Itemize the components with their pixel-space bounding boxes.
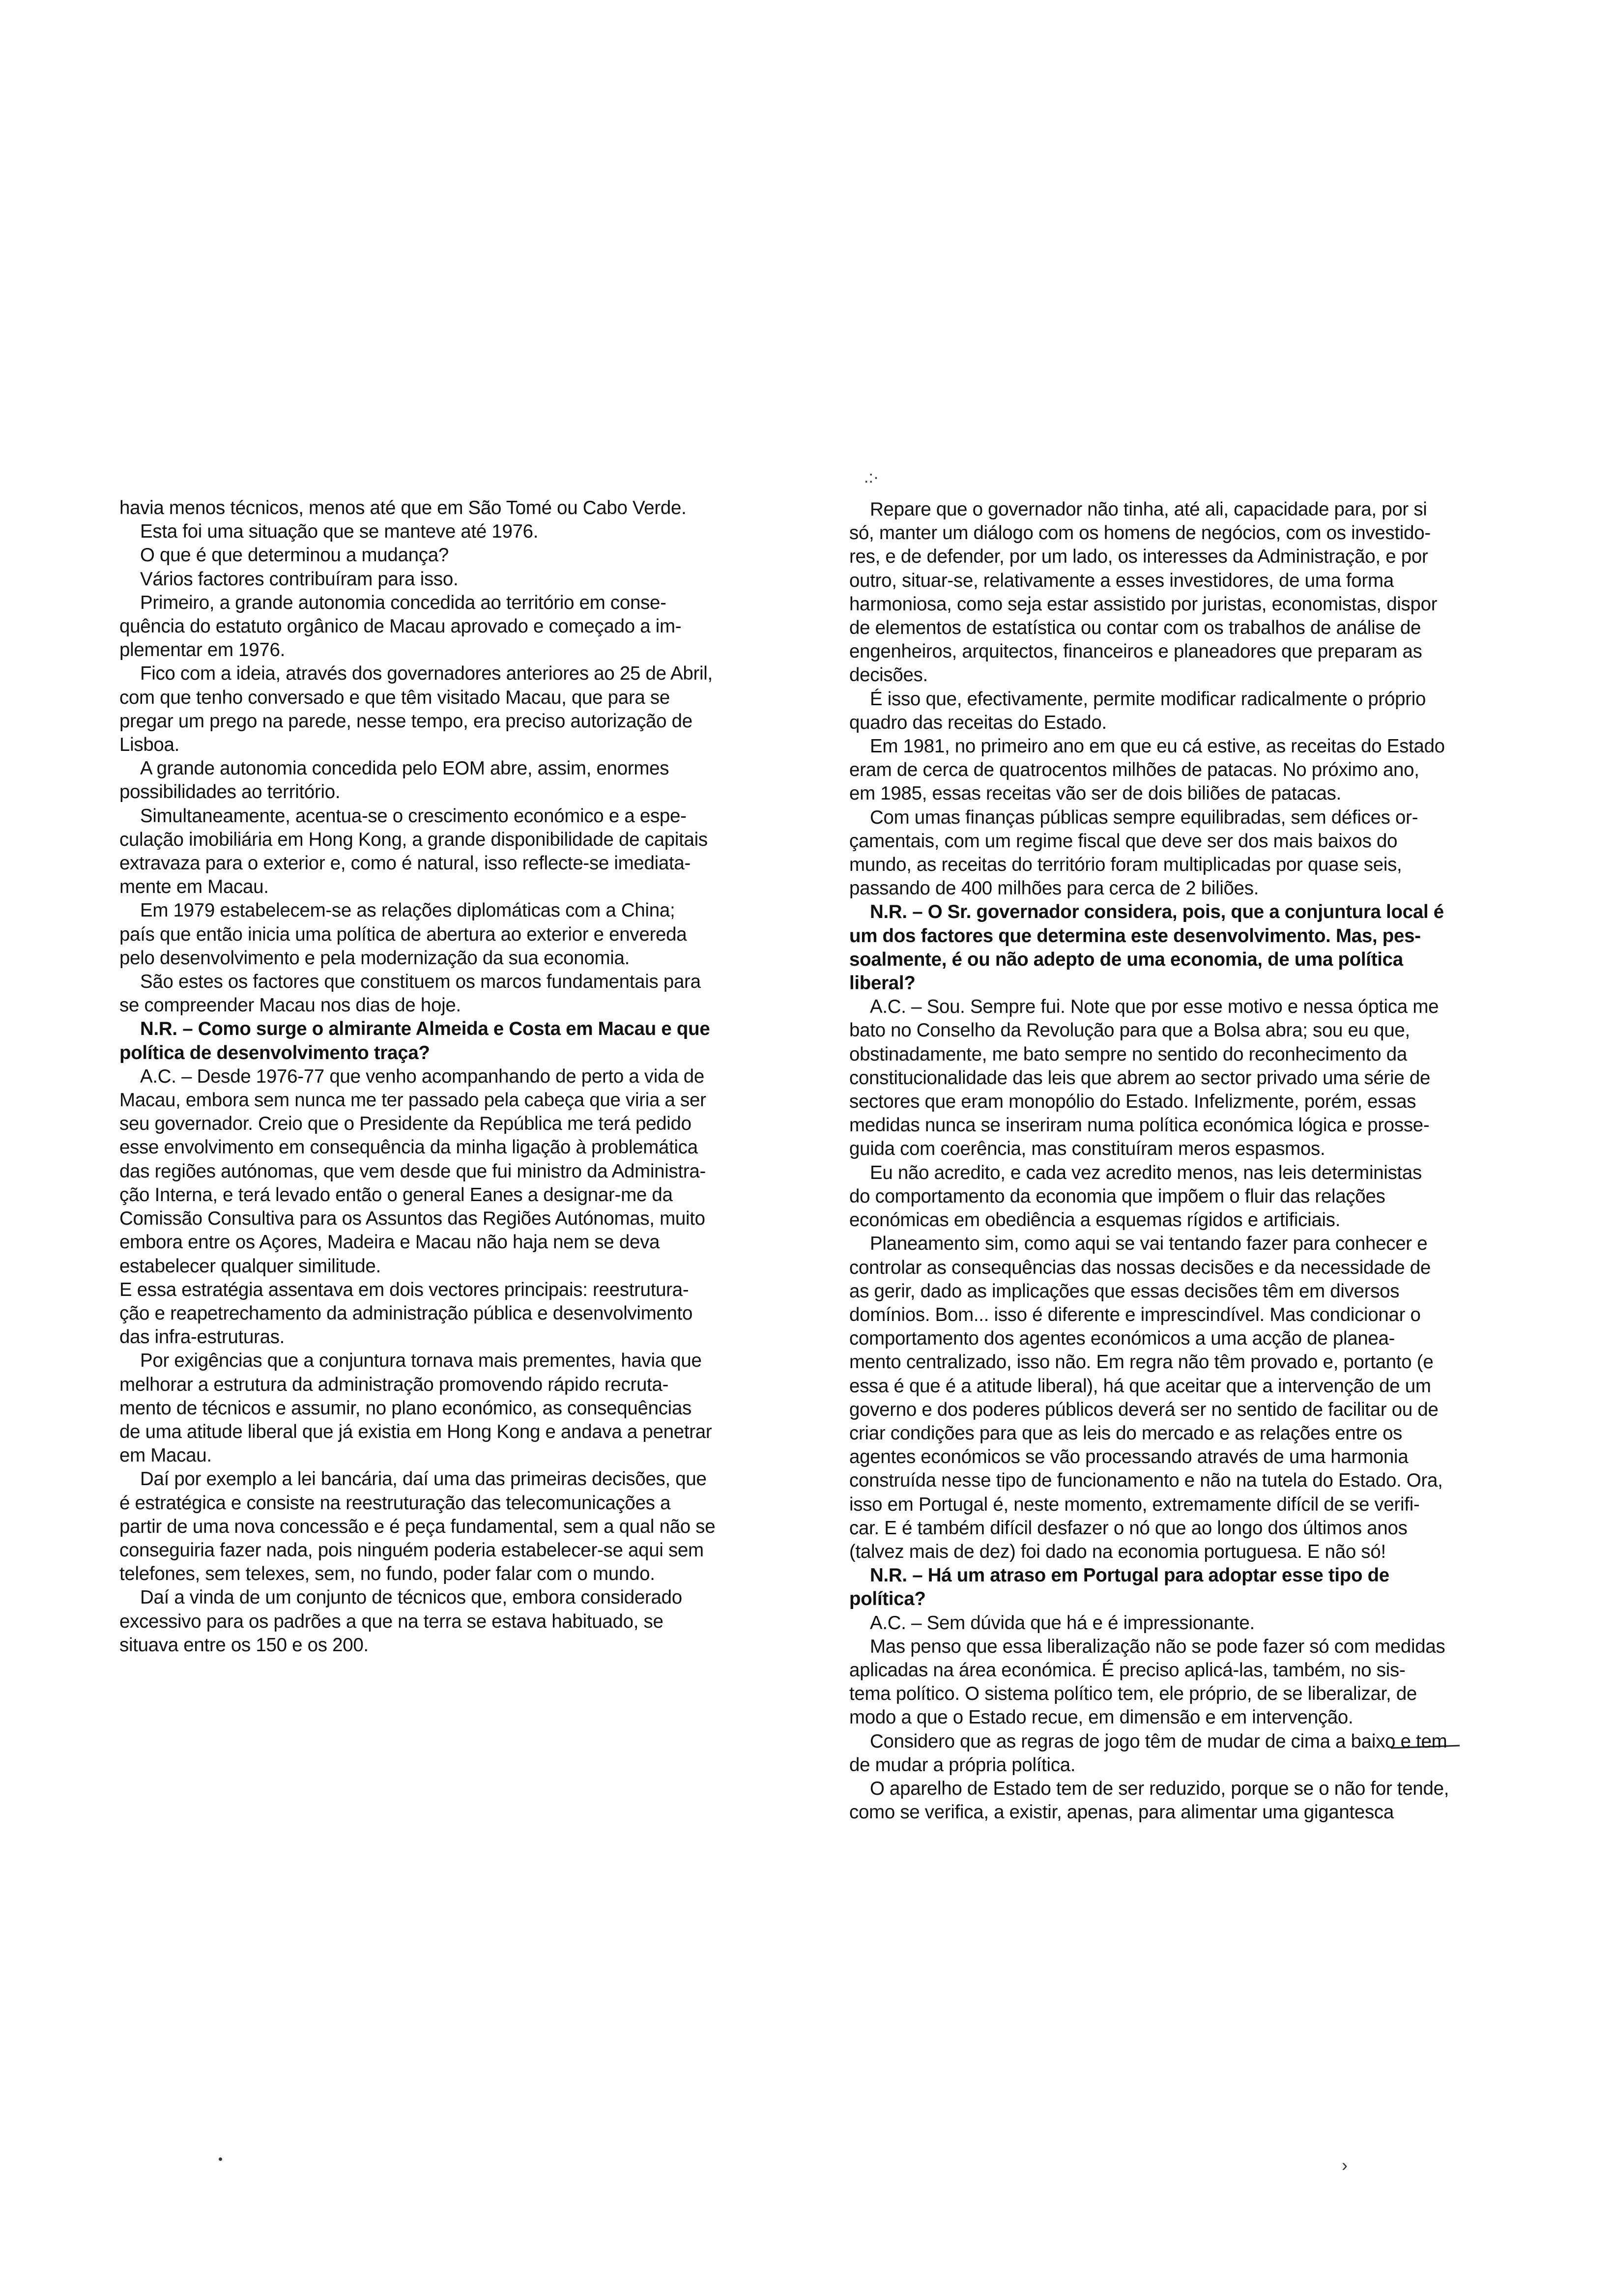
right-text-column bbox=[849, 498, 1527, 1824]
interview-question-line: N.R. – Como surge o almirante Almeida e Costa em Macau e que bbox=[140, 1018, 710, 1040]
text-line: Por exigências que a conjuntura tornava mais prementes, havia que bbox=[140, 1350, 702, 1372]
text-line: extravaza para o exterior e, como é natural, isso reflecte-se imediata- bbox=[119, 853, 691, 874]
text-line: A grande autonomia concedida pelo EOM abre, assim, enormes bbox=[140, 758, 669, 779]
text-line: ção Interna, e terá levado então o general Eanes a designar-me da bbox=[119, 1184, 673, 1205]
text-line: económicas em obediência a esquemas rígidos e artificiais. bbox=[849, 1209, 1341, 1231]
text-line: Daí a vinda de um conjunto de técnicos que, embora considerado bbox=[140, 1587, 682, 1608]
interview-question-line: soalmente, é ou não adepto de uma economia, de uma política bbox=[849, 948, 1403, 970]
text-line: agentes económicos se vão processando através de uma harmonia bbox=[849, 1446, 1409, 1468]
text-line: quadro das receitas do Estado. bbox=[849, 712, 1107, 733]
text-line: outro, situar-se, relativamente a esses investidores, de uma forma bbox=[849, 570, 1394, 591]
text-line: Primeiro, a grande autonomia concedida ao território em conse- bbox=[140, 592, 666, 613]
text-line: O aparelho de Estado tem de ser reduzido, porque se o não for tende, bbox=[870, 1778, 1449, 1799]
text-line: (talvez mais de dez) foi dado na economia portuguesa. E não só! bbox=[849, 1541, 1386, 1562]
text-line: com que tenho conversado e que têm visitado Macau, que para se bbox=[119, 687, 670, 708]
interview-question-line: um dos factores que determina este desenvolvimento. Mas, pes- bbox=[849, 925, 1421, 947]
text-line: decisões. bbox=[849, 664, 928, 686]
text-line: Simultaneamente, acentua-se o crescimento económico e a espe- bbox=[140, 805, 687, 827]
text-line: é estratégica e consiste na reestruturação das telecomunicações a bbox=[119, 1492, 671, 1514]
left-text-column bbox=[119, 496, 800, 1657]
text-line: mundo, as receitas do território foram multiplicadas por quase seis, bbox=[849, 854, 1402, 876]
text-line: É isso que, efectivamente, permite modificar radicalmente o próprio bbox=[870, 688, 1426, 710]
interview-question-line: política? bbox=[849, 1588, 926, 1610]
text-line: Mas penso que essa liberalização não se pode fazer só com medidas bbox=[870, 1636, 1445, 1657]
scan-mark-top: .:· bbox=[864, 468, 879, 487]
text-line: guida com coerência, mas constituíram meros espasmos. bbox=[849, 1138, 1325, 1160]
text-line: Macau, embora sem nunca me ter passado pela cabeça que viria a ser bbox=[119, 1090, 706, 1111]
text-line: tema político. O sistema político tem, ele próprio, de se liberalizar, de bbox=[849, 1683, 1417, 1705]
text-line: car. E é também difícil desfazer o nó que ao longo dos últimos anos bbox=[849, 1517, 1408, 1539]
text-line: se compreender Macau nos dias de hoje. bbox=[119, 995, 461, 1016]
text-line: criar condições para que as leis do mercado e as relações entre os bbox=[849, 1422, 1403, 1444]
interview-question-line: liberal? bbox=[849, 973, 916, 994]
text-line: modo a que o Estado recue, em dimensão e em intervenção. bbox=[849, 1707, 1353, 1728]
text-line: só, manter um diálogo com os homens de negócios, com os investido- bbox=[849, 522, 1431, 544]
text-line: eram de cerca de quatrocentos milhões de patacas. No próximo ano, bbox=[849, 759, 1419, 781]
text-line: Esta foi uma situação que se manteve até 1976. bbox=[140, 521, 539, 543]
text-line: res, e de defender, por um lado, os interesses da Administração, e por bbox=[849, 546, 1428, 568]
text-line: situava entre os 150 e os 200. bbox=[119, 1634, 369, 1656]
text-line: sectores que eram monopólio do Estado. Infelizmente, porém, essas bbox=[849, 1091, 1416, 1113]
text-line: Daí por exemplo a lei bancária, daí uma das primeiras decisões, que bbox=[140, 1468, 707, 1490]
text-line: as gerir, dado as implicações que essas decisões têm em diversos bbox=[849, 1280, 1400, 1302]
text-line: medidas nunca se inseriram numa política económica lógica e prosse- bbox=[849, 1115, 1430, 1136]
text-line: E essa estratégia assentava em dois vectores principais: reestrutura- bbox=[119, 1279, 689, 1300]
text-line: ção e reapetrechamento da administração pública e desenvolvimento bbox=[119, 1302, 693, 1324]
text-line: melhorar a estrutura da administração promovendo rápido recruta- bbox=[119, 1374, 669, 1395]
text-line: Comissão Consultiva para os Assuntos das Regiões Autónomas, muito bbox=[119, 1208, 705, 1230]
text-line: pregar um prego na parede, nesse tempo, era preciso autorização de bbox=[119, 710, 692, 732]
text-line: engenheiros, arquitectos, financeiros e planeadores que preparam as bbox=[849, 641, 1422, 662]
text-line: Em 1979 estabelecem-se as relações diplomáticas com a China; bbox=[140, 900, 675, 921]
text-line: São estes os factores que constituem os marcos fundamentais para bbox=[140, 971, 701, 993]
text-line: controlar as consequências das nossas decisões e da necessidade de bbox=[849, 1257, 1431, 1278]
text-line: Considero que as regras de jogo têm de mudar de cima a baixo e tem bbox=[870, 1730, 1447, 1752]
interview-question-line: N.R. – O Sr. governador considera, pois, que a conjuntura local é bbox=[870, 901, 1444, 923]
text-line: governo e dos poderes públicos deverá ser no sentido de facilitar ou de bbox=[849, 1399, 1439, 1420]
text-line: partir de uma nova concessão e é peça fundamental, sem a qual não se bbox=[119, 1516, 716, 1537]
text-line: estabelecer qualquer similitude. bbox=[119, 1255, 381, 1277]
scan-dot bbox=[219, 2157, 222, 2161]
text-line: quência do estatuto orgânico de Macau aprovado e começado a im- bbox=[119, 616, 682, 637]
text-line: das regiões autónomas, que vem desde que fui ministro da Administra- bbox=[119, 1160, 706, 1182]
text-line: excessivo para os padrões a que na terra se estava habituado, se bbox=[119, 1610, 663, 1632]
text-line: Eu não acredito, e cada vez acredito menos, nas leis deterministas bbox=[870, 1162, 1422, 1183]
text-line: Lisboa. bbox=[119, 734, 180, 756]
text-line: Planeamento sim, como aqui se vai tentando fazer para conhecer e bbox=[870, 1233, 1428, 1255]
text-line: possibilidades ao território. bbox=[119, 781, 341, 803]
text-line: culação imobiliária em Hong Kong, a grande disponibilidade de capitais bbox=[119, 829, 708, 850]
text-line: de elementos de estatística ou contar com os trabalhos de análise de bbox=[849, 617, 1421, 639]
text-line: domínios. Bom... isso é diferente e imprescindível. Mas condicionar o bbox=[849, 1304, 1421, 1325]
text-line: çamentais, com um regime fiscal que deve ser dos mais baixos do bbox=[849, 830, 1398, 852]
text-line: pelo desenvolvimento e pela modernização da sua economia. bbox=[119, 947, 630, 969]
text-line: construída nesse tipo de funcionamento e não na tutela do Estado. Ora, bbox=[849, 1470, 1443, 1492]
text-line: constitucionalidade das leis que abrem ao sector privado uma série de bbox=[849, 1067, 1431, 1089]
text-line: A.C. – Desde 1976-77 que venho acompanhando de perto a vida de bbox=[140, 1065, 704, 1087]
text-line: de uma atitude liberal que já existia em Hong Kong e andava a penetrar bbox=[119, 1421, 712, 1442]
text-line: Fico com a ideia, através dos governadores anteriores ao 25 de Abril, bbox=[140, 663, 713, 685]
text-line: havia menos técnicos, menos até que em São Tomé ou Cabo Verde. bbox=[119, 497, 687, 518]
text-line: Com umas finanças públicas sempre equilibradas, sem défices or- bbox=[870, 806, 1418, 828]
text-line: embora entre os Açores, Madeira e Macau não haja nem se deva bbox=[119, 1232, 660, 1253]
text-line: país que então inicia uma política de abertura ao exterior e enveredа bbox=[119, 923, 687, 945]
text-line: obstinadamente, me bato sempre no sentido do reconhecimento da bbox=[849, 1043, 1407, 1065]
text-line: mente em Macau. bbox=[119, 876, 269, 898]
scan-mark-bottom: › bbox=[1342, 2155, 1348, 2175]
text-line: de mudar a própria política. bbox=[849, 1754, 1076, 1776]
text-line: telefones, sem telexes, sem, no fundo, poder falar com o mundo. bbox=[119, 1563, 655, 1585]
text-line: Em 1981, no primeiro ano em que eu cá estive, as receitas do Estado bbox=[870, 736, 1445, 757]
interview-question-line: N.R. – Há um atraso em Portugal para adoptar esse tipo de bbox=[870, 1565, 1389, 1586]
text-line: em Macau. bbox=[119, 1445, 212, 1466]
text-line: bato no Conselho da Revolução para que a Bolsa abra; sou eu que, bbox=[849, 1020, 1410, 1041]
text-line: esse envolvimento em consequência da minha ligação à problemática bbox=[119, 1137, 698, 1158]
text-line: O que é que determinou a mudança? bbox=[140, 545, 449, 566]
text-line: Vários factores contribuíram para isso. bbox=[140, 568, 459, 590]
text-line: das infra-estruturas. bbox=[119, 1326, 285, 1348]
text-line: em 1985, essas receitas vão ser de dois biliões de patacas. bbox=[849, 783, 1341, 804]
text-line: seu governador. Creio que o Presidente da República me terá pedido bbox=[119, 1113, 691, 1135]
text-line: aplicadas na área económica. É preciso aplicá-las, também, no sis- bbox=[849, 1659, 1406, 1681]
text-line: passando de 400 milhões para cerca de 2 biliões. bbox=[849, 878, 1259, 899]
text-line: mento de técnicos e assumir, no plano económico, as consequências bbox=[119, 1397, 691, 1419]
text-line: conseguiria fazer nada, pois ninguém poderia estabelecer-se aqui sem bbox=[119, 1539, 704, 1561]
text-line: A.C. – Sou. Sempre fui. Note que por esse motivo e nessa óptica me bbox=[870, 996, 1439, 1018]
text-line: isso em Portugal é, neste momento, extremamente difícil de se verifi- bbox=[849, 1493, 1420, 1515]
text-line: plementar em 1976. bbox=[119, 639, 286, 661]
text-line: Repare que o governador não tinha, até ali, capacidade para, por si bbox=[870, 499, 1427, 520]
interview-question-line: política de desenvolvimento traça? bbox=[119, 1042, 430, 1063]
text-line: essa é que é a atitude liberal), há que aceitar que a intervenção de um bbox=[849, 1375, 1431, 1397]
text-line: harmoniosa, como seja estar assistido por juristas, economistas, dispor bbox=[849, 593, 1438, 615]
text-line: como se verifica, a existir, apenas, para alimentar uma gigantesca bbox=[849, 1802, 1394, 1823]
text-line: A.C. – Sem dúvida que há e é impressionante. bbox=[870, 1612, 1255, 1634]
text-line: do comportamento da economia que impõem o fluir das relações bbox=[849, 1185, 1385, 1207]
text-line: comportamento dos agentes económicos a uma acção de planea- bbox=[849, 1328, 1395, 1349]
text-line: mento centralizado, isso não. Em regra não têm provado e, portanto (e bbox=[849, 1351, 1434, 1373]
